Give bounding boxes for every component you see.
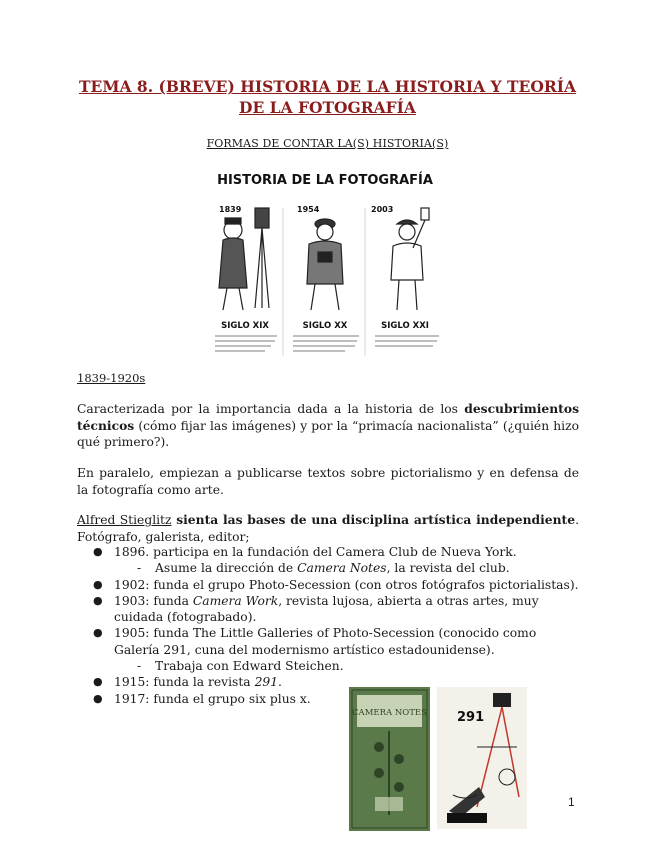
cartoon-century-20: SIGLO XX	[302, 321, 348, 331]
camera-notes-cover-image	[349, 687, 430, 831]
cartoon-century-21: SIGLO XXI	[381, 321, 429, 331]
paragraph-stieglitz: Alfred Stieglitz sienta las bases de una disciplina artística independiente. Fotógrafo, galerista, editor;	[77, 512, 579, 544]
section-subtitle: FORMAS DE CONTAR LA(S) HISTORIA(S)	[206, 137, 449, 150]
stieglitz-timeline-list	[77, 544, 582, 707]
photographer-20th-century	[307, 219, 343, 310]
cartoon-year-1: 1839	[219, 205, 242, 214]
cartoon-year-3: 2003	[371, 205, 394, 214]
cartoon-heading: HISTORIA DE LA FOTOGRAFÍA	[217, 173, 433, 188]
list-item: ● 1902: funda el grupo Photo-Secession (con otros fotógrafos pictorialistas).	[93, 577, 579, 592]
291-magazine-cover-image	[437, 687, 527, 829]
list-item: ● 1905: funda The Little Galleries of Photo-Secession (conocido como Galería 291, cuna del modernismo artístico estadounidense).	[93, 626, 537, 657]
paragraph-technical-discoveries: Caracterizada por la importancia dada a la historia de los descubrimientos técnicos (cómo fijar las imágenes) y por la “primacía nacionalista” (¿quién hizo qué primero?).	[77, 401, 579, 449]
291-title: 291	[457, 710, 485, 725]
photographer-19th-century	[219, 208, 269, 310]
stieglitz-name: Alfred Stieglitz	[77, 513, 172, 527]
list-item: ● 1917: funda el grupo six plus x.	[93, 691, 311, 706]
list-item: ● 1903: funda Camera Work, revista lujosa, abierta a otras artes, muy cuidada (fotograbado).	[93, 593, 539, 625]
cartoon-century-19: SIGLO XIX	[221, 321, 269, 331]
list-subitem: - Asume la dirección de Camera Notes, la revista del club.	[137, 561, 510, 576]
period-heading: 1839-1920s	[77, 371, 146, 385]
cartoon-year-2: 1954	[297, 205, 320, 214]
list-item: ● 1896. participa en la fundación del Camera Club de Nueva York.	[93, 545, 517, 559]
history-of-photography-cartoon	[205, 168, 445, 358]
paragraph-pictorialism: En paralelo, empiezan a publicarse textos sobre pictorialismo y en defensa de la fotografía como arte.	[77, 466, 579, 497]
list-subitem: - Trabaja con Edward Steichen.	[137, 659, 344, 674]
list-item: ● 1915: funda la revista 291.	[93, 675, 282, 690]
page-number: 1	[568, 795, 575, 809]
photographer-21st-century	[391, 208, 429, 310]
page-title: TEMA 8. (BREVE) HISTORIA DE LA HISTORIA Y TEORÍA DE LA FOTOGRAFÍA	[78, 77, 576, 117]
camera-notes-title: CAMERA NOTES	[352, 708, 427, 718]
